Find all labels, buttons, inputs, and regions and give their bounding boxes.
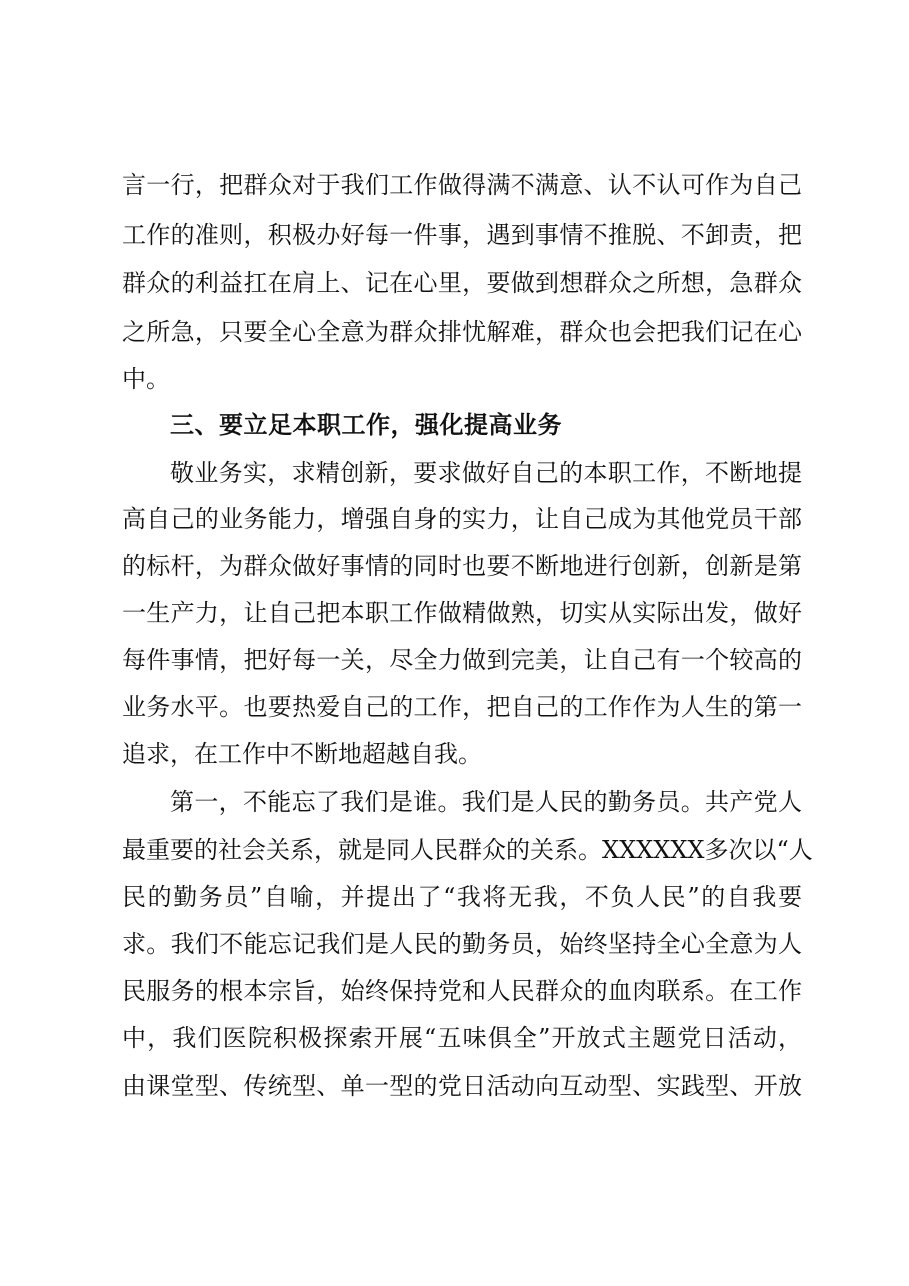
paragraph-line: 由课堂型、传统型、单一型的党日活动向互动型、实践型、开放 (122, 1072, 802, 1100)
paragraph-line: 民服务的根本宗旨，始终保持党和人民群众的血肉联系。在工作 (122, 977, 802, 1005)
paragraph-line: 之所急，只要全心全意为群众排忧解难，群众也会把我们记在心 (122, 318, 802, 346)
paragraph-line: 求。我们不能忘记我们是人民的勤务员，始终坚持全心全意为人 (122, 930, 802, 958)
paragraph-line: 一生产力，让自己把本职工作做精做熟，切实从实际出发，做好 (122, 599, 802, 627)
paragraph-line: 群众的利益扛在肩上、记在心里，要做到想群众之所想，急群众 (122, 269, 802, 297)
paragraph-line: 的标杆，为群众做好事情的同时也要不断地进行创新，创新是第 (122, 552, 802, 580)
paragraph-line: 中，我们医院积极探索开展“五味俱全”开放式主题党日活动， (122, 1024, 802, 1052)
paragraph-line: 民的勤务员”自喻，并提出了“我将无我，不负人民”的自我要 (122, 883, 802, 911)
paragraph-line: 最重要的社会关系，就是同人民群众的关系。XXXXXX多次以“人 (122, 836, 813, 864)
paragraph-line: 追求，在工作中不断地超越自我。 (122, 740, 482, 768)
paragraph-line: 敬业务实，求精创新，要求做好自己的本职工作，不断地提 (170, 459, 802, 487)
paragraph-line: 第一，不能忘了我们是谁。我们是人民的勤务员。共产党人 (170, 788, 802, 816)
section-heading: 三、要立足本职工作，强化提高业务 (170, 411, 562, 439)
paragraph-line: 每件事情，把好每一关，尽全力做到完美，让自己有一个较高的 (122, 646, 802, 674)
paragraph-line: 业务水平。也要热爱自己的工作，把自己的工作作为人生的第一 (122, 693, 802, 721)
paragraph-line: 中。 (122, 365, 170, 393)
paragraph-line: 工作的准则，积极办好每一件事，遇到事情不推脱、不卸责，把 (122, 221, 802, 249)
paragraph-line: 高自己的业务能力，增强自身的实力，让自己成为其他党员干部 (122, 505, 802, 533)
paragraph-line: 言一行，把群众对于我们工作做得满不满意、认不认可作为自己 (122, 171, 802, 199)
